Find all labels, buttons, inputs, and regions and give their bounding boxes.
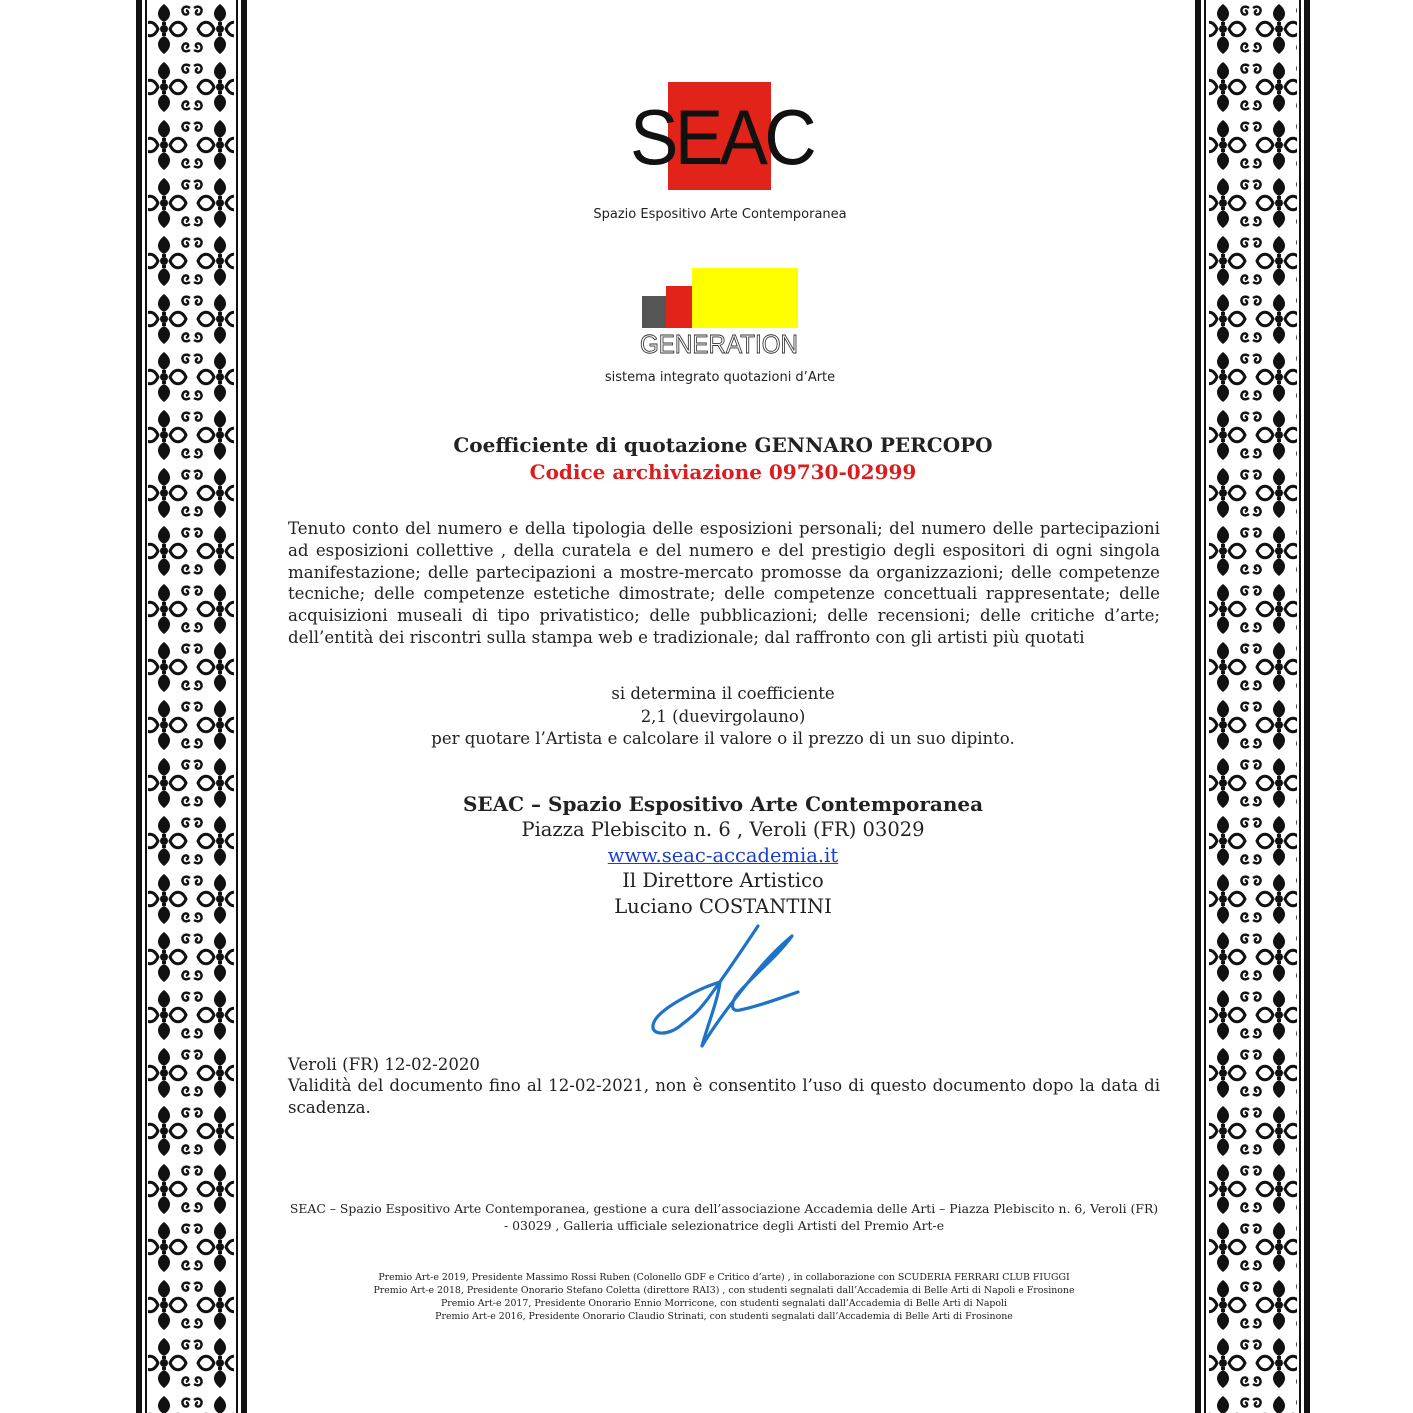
generation-logo-caption: sistema integrato quotazioni d’Arte: [604, 370, 836, 385]
award-line: Premio Art-e 2019, Presidente Massimo Rossi Ruben (Colonello GDF e Critico d’arte) , in collaborazione con SCUDERIA FERRARI CLUB FIUGGI: [378, 1272, 1070, 1283]
generation-logo: [640, 268, 800, 356]
award-line: Premio Art-e 2016, Presidente Onorario Claudio Strinati, con studenti segnalati dall’Accademia di Belle Arti di Frosinone: [435, 1311, 1013, 1322]
coefficient-value: 2,1 (duevirgolauno): [640, 706, 806, 726]
organization-block: [288, 792, 1158, 919]
director-role: Il Direttore Artistico: [622, 869, 824, 892]
website-link[interactable]: www.seac-accademia.it: [607, 843, 839, 867]
organization-name: SEAC – Spazio Espositivo Arte Contemporanea: [462, 792, 984, 816]
awards-footer: [288, 1271, 1160, 1323]
issue-date: Veroli (FR) 12-02-2020: [288, 1055, 480, 1074]
archive-code: Codice archiviazione 09730-02999: [529, 460, 917, 484]
purpose-line: per quotare l’Artista e calcolare il valore o il prezzo di un suo dipinto.: [431, 729, 1015, 748]
seac-logo-text: SEAC: [630, 93, 815, 181]
determine-line: si determina il coefficiente: [611, 684, 835, 703]
generation-logo-text: GENERATION: [640, 329, 798, 356]
coefficient-block: [288, 683, 1158, 751]
award-line: Premio Art-e 2017, Presidente Onorario Ennio Morricone, con studenti segnalati dall’Accademia di Belle Arti di Napoli: [440, 1298, 1008, 1309]
seac-logo: [630, 82, 815, 192]
document-title: Coefficiente di quotazione GENNARO PERCOPO: [453, 433, 993, 457]
ornamental-border-right: [1195, 0, 1311, 1413]
association-footer: SEAC – Spazio Espositivo Arte Contemporanea, gestione a cura dell’associazione Accademia delle Arti – Piazza Plebiscito n. 6, Veroli (FR) - 03029 , Galleria ufficiale selezionatrice degli Artisti del Premio Art-e: [289, 1201, 1159, 1233]
validity-notice: Validità del documento fino al 12-02-2021, non è consentito l’uso di questo documento dopo la data di scadenza.: [288, 1076, 1160, 1117]
award-line: Premio Art-e 2018, Presidente Onorario Stefano Coletta (direttore RAI3) , con studenti segnalati dall’Accademia di Belle Arti di Napoli e Frosinone: [373, 1285, 1075, 1296]
handwritten-signature: [640, 918, 810, 1063]
criteria-paragraph: Tenuto conto del numero e della tipologia delle esposizioni personali; del numero delle partecipazioni ad esposizioni collettive , della curatela e del numero e del prestigio degli espositori di ogni singola manifestazione; delle partecipazioni a mostre-mercato promosse da organizzazioni; delle competenze tecniche; delle competenze estetiche dimostrate; delle competenze concettuali rappresentate; delle acquisizioni museali di tipo privatistico; delle pubblicazioni; delle recensioni; delle critiche d’arte; dell’entità dei riscontri sulla stampa web e tradizionale; dal raffronto con gli artisti più quotati: [288, 519, 1160, 647]
organization-address: Piazza Plebiscito n. 6 , Veroli (FR) 03029: [521, 818, 925, 841]
director-name: Luciano COSTANTINI: [614, 894, 832, 918]
ornamental-border-left: [136, 0, 248, 1413]
seac-logo-caption: Spazio Espositivo Arte Contemporanea: [593, 207, 847, 222]
